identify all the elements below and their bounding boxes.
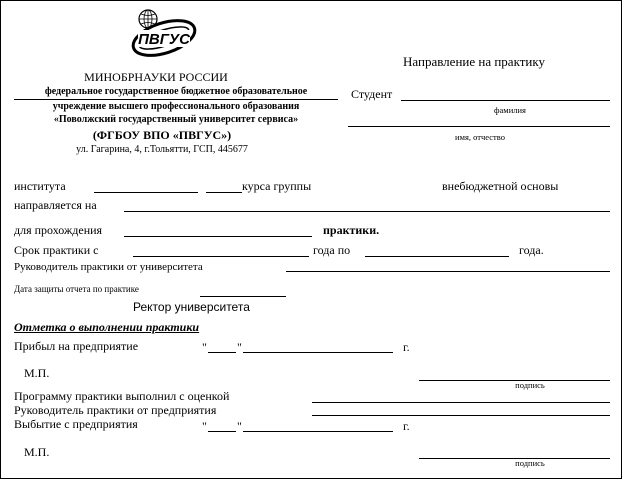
surname-caption: фамилия xyxy=(494,105,526,115)
org-line-2: учреждение высшего профессионального образования xyxy=(52,101,300,112)
company-supervisor-label: Руководитель практики от предприятия xyxy=(14,403,217,417)
period-to-line[interactable] xyxy=(365,256,509,257)
departed-label: Выбытие с предприятия xyxy=(14,417,138,431)
signature-caption-2: подпись xyxy=(515,458,545,468)
course-group-label: курса группы xyxy=(242,179,312,193)
arrived-quote-close: " xyxy=(237,340,242,354)
departed-year-label: г. xyxy=(403,419,410,433)
year-to-label: года по xyxy=(313,243,351,257)
departed-quote-open: " xyxy=(202,419,207,433)
for-passing-label: для прохождения xyxy=(14,223,103,237)
sent-to-line[interactable] xyxy=(124,211,610,212)
period-from-line[interactable] xyxy=(133,256,309,257)
grade-line[interactable] xyxy=(312,402,610,403)
org-line-3: «Поволжский государственный университет сервиса» xyxy=(53,114,299,125)
arrived-label: Прибыл на предприятие xyxy=(14,339,139,353)
institute-label: института xyxy=(14,179,66,193)
org-abbreviation: (ФГБОУ ВПО «ПВГУС») xyxy=(92,128,232,142)
completion-heading: Отметка о выполнении практики xyxy=(14,320,200,334)
departed-month-line[interactable] xyxy=(243,431,393,432)
ministry-name: МИНОБРНАУКИ РОССИИ xyxy=(84,70,228,84)
course-line[interactable] xyxy=(206,192,242,193)
company-supervisor-line[interactable] xyxy=(312,415,610,416)
institute-line[interactable] xyxy=(94,192,198,193)
practice-type-line[interactable] xyxy=(124,236,312,237)
program-done-label: Программу практики выполнил с оценкой xyxy=(14,389,230,403)
arrived-year-label: г. xyxy=(403,340,410,354)
funding-label: внебюджетной основы xyxy=(442,179,559,193)
logo-text: ПВГУС xyxy=(138,31,190,48)
seal-label-1: М.П. xyxy=(24,366,50,380)
arrived-day-line[interactable] xyxy=(208,352,236,353)
student-surname-line[interactable] xyxy=(401,100,610,101)
student-name-line[interactable] xyxy=(348,126,610,127)
student-label: Студент xyxy=(351,87,393,101)
university-supervisor-label: Руководитель практики от университета xyxy=(14,261,203,273)
year-end-label: года. xyxy=(519,243,544,257)
signature-caption-1: подпись xyxy=(515,380,545,390)
period-from-label: Срок практики с xyxy=(14,243,99,257)
org-address: ул. Гагарина, 4, г.Тольятти, ГСП, 445677 xyxy=(76,144,248,155)
departed-day-line[interactable] xyxy=(208,431,236,432)
defense-date-line[interactable] xyxy=(200,296,286,297)
practice-label: практики. xyxy=(323,223,380,237)
arrived-quote-open: " xyxy=(202,340,207,354)
document-title: Направление на практику xyxy=(403,54,545,69)
org-line-1: федеральное государственное бюджетное образовательное xyxy=(44,86,308,97)
university-supervisor-line[interactable] xyxy=(286,271,610,272)
defense-date-label: Дата защиты отчета по практике xyxy=(14,284,139,294)
sent-to-label: направляется на xyxy=(14,198,97,212)
rector-label: Ректор университета xyxy=(133,300,250,314)
arrived-month-line[interactable] xyxy=(243,352,393,353)
pvgus-logo xyxy=(124,6,198,68)
seal-label-2: М.П. xyxy=(24,445,50,459)
header-rule xyxy=(14,99,338,100)
name-caption: имя, отчество xyxy=(455,132,505,142)
departed-quote-close: " xyxy=(237,419,242,433)
